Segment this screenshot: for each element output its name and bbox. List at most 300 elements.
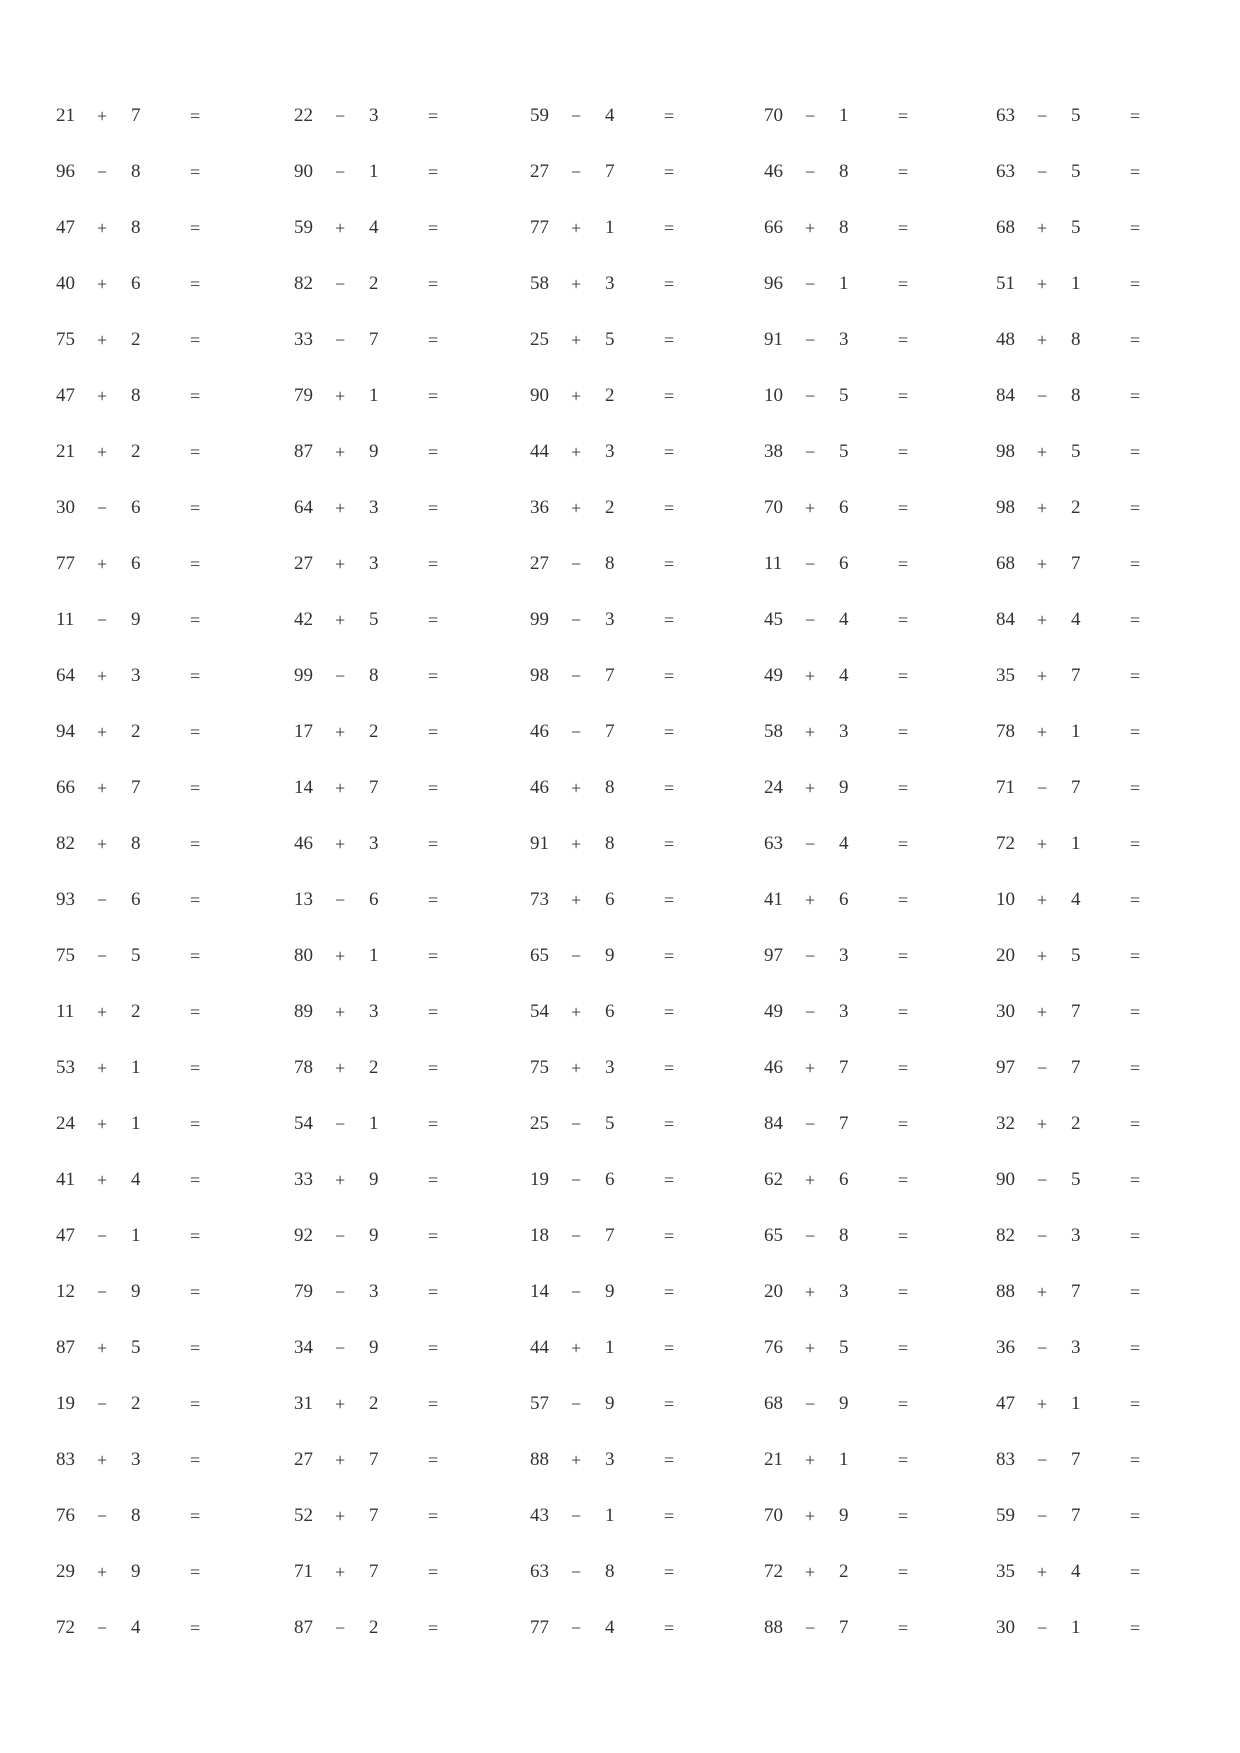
operator: + <box>335 1058 346 1078</box>
first-operand: 79 <box>294 385 313 406</box>
first-operand: 49 <box>764 1001 783 1022</box>
second-operand: 8 <box>131 161 141 182</box>
operator: + <box>571 1338 582 1358</box>
operator: + <box>1037 218 1048 238</box>
equals-sign: = <box>1130 442 1141 462</box>
equals-sign: = <box>898 1282 909 1302</box>
operator: − <box>97 1506 108 1526</box>
operator: − <box>335 1282 346 1302</box>
second-operand: 3 <box>605 273 615 294</box>
equals-sign: = <box>898 1226 909 1246</box>
operator: − <box>97 610 108 630</box>
second-operand: 7 <box>1071 777 1081 798</box>
equals-sign: = <box>428 778 439 798</box>
operator: + <box>335 1506 346 1526</box>
equals-sign: = <box>190 330 201 350</box>
equals-sign: = <box>1130 330 1141 350</box>
operator: − <box>335 890 346 910</box>
second-operand: 8 <box>1071 329 1081 350</box>
first-operand: 73 <box>530 889 549 910</box>
operator: − <box>571 106 582 126</box>
second-operand: 8 <box>839 161 849 182</box>
second-operand: 3 <box>839 1001 849 1022</box>
second-operand: 8 <box>131 833 141 854</box>
second-operand: 1 <box>369 1113 379 1134</box>
equals-sign: = <box>664 1002 675 1022</box>
operator: + <box>335 778 346 798</box>
equals-sign: = <box>428 1506 439 1526</box>
operator: − <box>571 610 582 630</box>
second-operand: 9 <box>605 1281 615 1302</box>
first-operand: 68 <box>764 1393 783 1414</box>
operator: + <box>805 1338 816 1358</box>
operator: + <box>97 1002 108 1022</box>
operator: + <box>335 386 346 406</box>
first-operand: 84 <box>996 385 1015 406</box>
equals-sign: = <box>428 1058 439 1078</box>
second-operand: 2 <box>131 329 141 350</box>
second-operand: 7 <box>369 1561 379 1582</box>
first-operand: 77 <box>530 1617 549 1638</box>
operator: + <box>335 218 346 238</box>
first-operand: 97 <box>996 1057 1015 1078</box>
first-operand: 90 <box>294 161 313 182</box>
operator: − <box>1037 1170 1048 1190</box>
equals-sign: = <box>664 442 675 462</box>
equals-sign: = <box>664 1450 675 1470</box>
operator: − <box>1037 1506 1048 1526</box>
equals-sign: = <box>898 1338 909 1358</box>
second-operand: 6 <box>839 889 849 910</box>
operator: + <box>571 1450 582 1470</box>
equals-sign: = <box>664 330 675 350</box>
operator: + <box>97 1170 108 1190</box>
first-operand: 63 <box>764 833 783 854</box>
equals-sign: = <box>1130 946 1141 966</box>
equals-sign: = <box>898 1618 909 1638</box>
equals-sign: = <box>898 1450 909 1470</box>
operator: + <box>1037 1114 1048 1134</box>
second-operand: 8 <box>605 553 615 574</box>
second-operand: 5 <box>1071 1169 1081 1190</box>
second-operand: 6 <box>605 889 615 910</box>
second-operand: 2 <box>131 441 141 462</box>
first-operand: 30 <box>56 497 75 518</box>
equals-sign: = <box>428 1450 439 1470</box>
second-operand: 7 <box>1071 553 1081 574</box>
operator: − <box>805 1618 816 1638</box>
operator: − <box>335 330 346 350</box>
second-operand: 1 <box>1071 833 1081 854</box>
operator: − <box>571 1506 582 1526</box>
equals-sign: = <box>428 722 439 742</box>
equals-sign: = <box>190 722 201 742</box>
equals-sign: = <box>1130 1282 1141 1302</box>
operator: + <box>97 274 108 294</box>
operator: + <box>1037 834 1048 854</box>
first-operand: 59 <box>530 105 549 126</box>
equals-sign: = <box>1130 386 1141 406</box>
second-operand: 3 <box>839 329 849 350</box>
equals-sign: = <box>190 218 201 238</box>
operator: + <box>97 778 108 798</box>
operator: − <box>97 1618 108 1638</box>
equals-sign: = <box>190 1226 201 1246</box>
first-operand: 83 <box>996 1449 1015 1470</box>
equals-sign: = <box>428 218 439 238</box>
first-operand: 21 <box>764 1449 783 1470</box>
first-operand: 65 <box>530 945 549 966</box>
operator: − <box>571 1282 582 1302</box>
operator: + <box>97 386 108 406</box>
second-operand: 1 <box>369 945 379 966</box>
second-operand: 7 <box>605 665 615 686</box>
equals-sign: = <box>190 442 201 462</box>
equals-sign: = <box>898 386 909 406</box>
first-operand: 70 <box>764 105 783 126</box>
first-operand: 11 <box>764 553 783 574</box>
second-operand: 4 <box>839 665 849 686</box>
first-operand: 20 <box>996 945 1015 966</box>
first-operand: 35 <box>996 665 1015 686</box>
second-operand: 2 <box>1071 497 1081 518</box>
second-operand: 9 <box>369 1169 379 1190</box>
operator: − <box>571 554 582 574</box>
first-operand: 96 <box>56 161 75 182</box>
operator: + <box>805 778 816 798</box>
operator: − <box>335 1618 346 1638</box>
second-operand: 1 <box>1071 1393 1081 1414</box>
equals-sign: = <box>1130 218 1141 238</box>
second-operand: 3 <box>369 1281 379 1302</box>
first-operand: 71 <box>996 777 1015 798</box>
operator: + <box>97 442 108 462</box>
second-operand: 1 <box>1071 721 1081 742</box>
first-operand: 75 <box>530 1057 549 1078</box>
second-operand: 5 <box>131 945 141 966</box>
second-operand: 2 <box>369 1617 379 1638</box>
second-operand: 3 <box>369 1001 379 1022</box>
second-operand: 3 <box>1071 1337 1081 1358</box>
second-operand: 3 <box>605 1449 615 1470</box>
second-operand: 8 <box>131 1505 141 1526</box>
equals-sign: = <box>1130 498 1141 518</box>
first-operand: 82 <box>56 833 75 854</box>
operator: − <box>1037 386 1048 406</box>
equals-sign: = <box>428 834 439 854</box>
operator: − <box>97 162 108 182</box>
first-operand: 78 <box>996 721 1015 742</box>
second-operand: 4 <box>131 1169 141 1190</box>
operator: + <box>805 1562 816 1582</box>
operator: + <box>805 498 816 518</box>
operator: + <box>97 722 108 742</box>
operator: + <box>97 1058 108 1078</box>
second-operand: 8 <box>605 1561 615 1582</box>
operator: + <box>1037 722 1048 742</box>
equals-sign: = <box>1130 106 1141 126</box>
first-operand: 43 <box>530 1505 549 1526</box>
equals-sign: = <box>898 1170 909 1190</box>
equals-sign: = <box>428 666 439 686</box>
second-operand: 3 <box>369 105 379 126</box>
equals-sign: = <box>1130 274 1141 294</box>
equals-sign: = <box>428 1114 439 1134</box>
first-operand: 79 <box>294 1281 313 1302</box>
equals-sign: = <box>664 554 675 574</box>
first-operand: 98 <box>530 665 549 686</box>
equals-sign: = <box>428 1394 439 1414</box>
equals-sign: = <box>428 946 439 966</box>
operator: + <box>805 666 816 686</box>
operator: − <box>97 498 108 518</box>
first-operand: 19 <box>530 1169 549 1190</box>
equals-sign: = <box>664 1562 675 1582</box>
first-operand: 14 <box>294 777 313 798</box>
second-operand: 8 <box>131 385 141 406</box>
second-operand: 9 <box>605 945 615 966</box>
second-operand: 6 <box>131 889 141 910</box>
equals-sign: = <box>190 162 201 182</box>
first-operand: 52 <box>294 1505 313 1526</box>
equals-sign: = <box>664 834 675 854</box>
second-operand: 2 <box>369 1393 379 1414</box>
first-operand: 90 <box>530 385 549 406</box>
second-operand: 2 <box>1071 1113 1081 1134</box>
equals-sign: = <box>190 386 201 406</box>
first-operand: 94 <box>56 721 75 742</box>
equals-sign: = <box>664 666 675 686</box>
operator: + <box>335 946 346 966</box>
first-operand: 13 <box>294 889 313 910</box>
first-operand: 68 <box>996 217 1015 238</box>
equals-sign: = <box>1130 554 1141 574</box>
first-operand: 20 <box>764 1281 783 1302</box>
first-operand: 22 <box>294 105 313 126</box>
first-operand: 91 <box>764 329 783 350</box>
second-operand: 7 <box>605 161 615 182</box>
equals-sign: = <box>664 1170 675 1190</box>
equals-sign: = <box>190 890 201 910</box>
first-operand: 42 <box>294 609 313 630</box>
second-operand: 4 <box>839 833 849 854</box>
second-operand: 9 <box>839 1505 849 1526</box>
first-operand: 54 <box>294 1113 313 1134</box>
second-operand: 2 <box>605 385 615 406</box>
equals-sign: = <box>898 162 909 182</box>
operator: + <box>335 1002 346 1022</box>
first-operand: 58 <box>530 273 549 294</box>
equals-sign: = <box>898 330 909 350</box>
operator: + <box>97 1562 108 1582</box>
first-operand: 77 <box>56 553 75 574</box>
first-operand: 87 <box>56 1337 75 1358</box>
second-operand: 6 <box>369 889 379 910</box>
operator: − <box>571 1618 582 1638</box>
first-operand: 84 <box>996 609 1015 630</box>
second-operand: 7 <box>1071 1001 1081 1022</box>
second-operand: 1 <box>839 1449 849 1470</box>
operator: − <box>805 330 816 350</box>
second-operand: 2 <box>839 1561 849 1582</box>
equals-sign: = <box>190 1450 201 1470</box>
first-operand: 12 <box>56 1281 75 1302</box>
second-operand: 5 <box>1071 441 1081 462</box>
first-operand: 27 <box>530 553 549 574</box>
second-operand: 7 <box>131 105 141 126</box>
equals-sign: = <box>428 554 439 574</box>
equals-sign: = <box>428 1562 439 1582</box>
equals-sign: = <box>664 162 675 182</box>
first-operand: 46 <box>530 777 549 798</box>
equals-sign: = <box>898 722 909 742</box>
second-operand: 2 <box>369 273 379 294</box>
first-operand: 72 <box>56 1617 75 1638</box>
equals-sign: = <box>190 1338 201 1358</box>
second-operand: 7 <box>839 1057 849 1078</box>
equals-sign: = <box>898 1506 909 1526</box>
first-operand: 41 <box>764 889 783 910</box>
operator: + <box>1037 610 1048 630</box>
equals-sign: = <box>664 106 675 126</box>
first-operand: 10 <box>764 385 783 406</box>
second-operand: 1 <box>131 1113 141 1134</box>
second-operand: 3 <box>369 497 379 518</box>
second-operand: 5 <box>1071 945 1081 966</box>
second-operand: 1 <box>1071 273 1081 294</box>
operator: + <box>571 442 582 462</box>
first-operand: 30 <box>996 1617 1015 1638</box>
operator: − <box>335 1114 346 1134</box>
second-operand: 1 <box>369 385 379 406</box>
second-operand: 5 <box>605 329 615 350</box>
second-operand: 3 <box>605 1057 615 1078</box>
second-operand: 3 <box>131 665 141 686</box>
equals-sign: = <box>190 1002 201 1022</box>
equals-sign: = <box>664 1618 675 1638</box>
second-operand: 9 <box>605 1393 615 1414</box>
operator: + <box>805 1282 816 1302</box>
first-operand: 59 <box>294 217 313 238</box>
operator: − <box>335 666 346 686</box>
operator: + <box>1037 1562 1048 1582</box>
operator: − <box>335 1226 346 1246</box>
first-operand: 35 <box>996 1561 1015 1582</box>
first-operand: 44 <box>530 1337 549 1358</box>
second-operand: 5 <box>1071 105 1081 126</box>
first-operand: 80 <box>294 945 313 966</box>
first-operand: 53 <box>56 1057 75 1078</box>
first-operand: 75 <box>56 329 75 350</box>
equals-sign: = <box>428 1170 439 1190</box>
second-operand: 8 <box>839 217 849 238</box>
operator: − <box>1037 1058 1048 1078</box>
second-operand: 2 <box>131 1393 141 1414</box>
equals-sign: = <box>664 386 675 406</box>
second-operand: 6 <box>839 497 849 518</box>
equals-sign: = <box>1130 722 1141 742</box>
second-operand: 9 <box>369 1337 379 1358</box>
first-operand: 68 <box>996 553 1015 574</box>
operator: + <box>335 498 346 518</box>
second-operand: 3 <box>369 833 379 854</box>
first-operand: 49 <box>764 665 783 686</box>
second-operand: 9 <box>131 1281 141 1302</box>
equals-sign: = <box>190 1114 201 1134</box>
second-operand: 7 <box>839 1617 849 1638</box>
second-operand: 2 <box>605 497 615 518</box>
equals-sign: = <box>190 554 201 574</box>
operator: + <box>1037 442 1048 462</box>
second-operand: 7 <box>369 329 379 350</box>
second-operand: 3 <box>605 609 615 630</box>
second-operand: 1 <box>605 1337 615 1358</box>
equals-sign: = <box>664 1282 675 1302</box>
equals-sign: = <box>1130 1506 1141 1526</box>
equals-sign: = <box>1130 1170 1141 1190</box>
second-operand: 4 <box>131 1617 141 1638</box>
equals-sign: = <box>1130 1394 1141 1414</box>
first-operand: 59 <box>996 1505 1015 1526</box>
operator: − <box>571 722 582 742</box>
first-operand: 11 <box>56 609 75 630</box>
second-operand: 7 <box>369 777 379 798</box>
first-operand: 10 <box>996 889 1015 910</box>
operator: + <box>97 1450 108 1470</box>
second-operand: 1 <box>839 273 849 294</box>
equals-sign: = <box>1130 1450 1141 1470</box>
second-operand: 5 <box>839 441 849 462</box>
equals-sign: = <box>428 1338 439 1358</box>
first-operand: 82 <box>294 273 313 294</box>
second-operand: 3 <box>839 721 849 742</box>
equals-sign: = <box>898 442 909 462</box>
first-operand: 66 <box>764 217 783 238</box>
second-operand: 1 <box>605 217 615 238</box>
first-operand: 63 <box>530 1561 549 1582</box>
first-operand: 72 <box>996 833 1015 854</box>
second-operand: 7 <box>605 1225 615 1246</box>
first-operand: 98 <box>996 497 1015 518</box>
equals-sign: = <box>428 1002 439 1022</box>
equals-sign: = <box>898 274 909 294</box>
first-operand: 78 <box>294 1057 313 1078</box>
second-operand: 2 <box>131 721 141 742</box>
equals-sign: = <box>664 1114 675 1134</box>
equals-sign: = <box>1130 890 1141 910</box>
equals-sign: = <box>1130 610 1141 630</box>
second-operand: 9 <box>369 441 379 462</box>
second-operand: 7 <box>1071 1281 1081 1302</box>
equals-sign: = <box>664 610 675 630</box>
equals-sign: = <box>428 330 439 350</box>
first-operand: 17 <box>294 721 313 742</box>
operator: + <box>335 1562 346 1582</box>
second-operand: 5 <box>1071 161 1081 182</box>
equals-sign: = <box>898 498 909 518</box>
first-operand: 93 <box>56 889 75 910</box>
equals-sign: = <box>664 1506 675 1526</box>
operator: + <box>335 1450 346 1470</box>
operator: − <box>571 1226 582 1246</box>
first-operand: 64 <box>294 497 313 518</box>
second-operand: 3 <box>839 945 849 966</box>
second-operand: 3 <box>1071 1225 1081 1246</box>
equals-sign: = <box>1130 1226 1141 1246</box>
operator: − <box>1037 1226 1048 1246</box>
operator: − <box>571 946 582 966</box>
second-operand: 5 <box>839 385 849 406</box>
